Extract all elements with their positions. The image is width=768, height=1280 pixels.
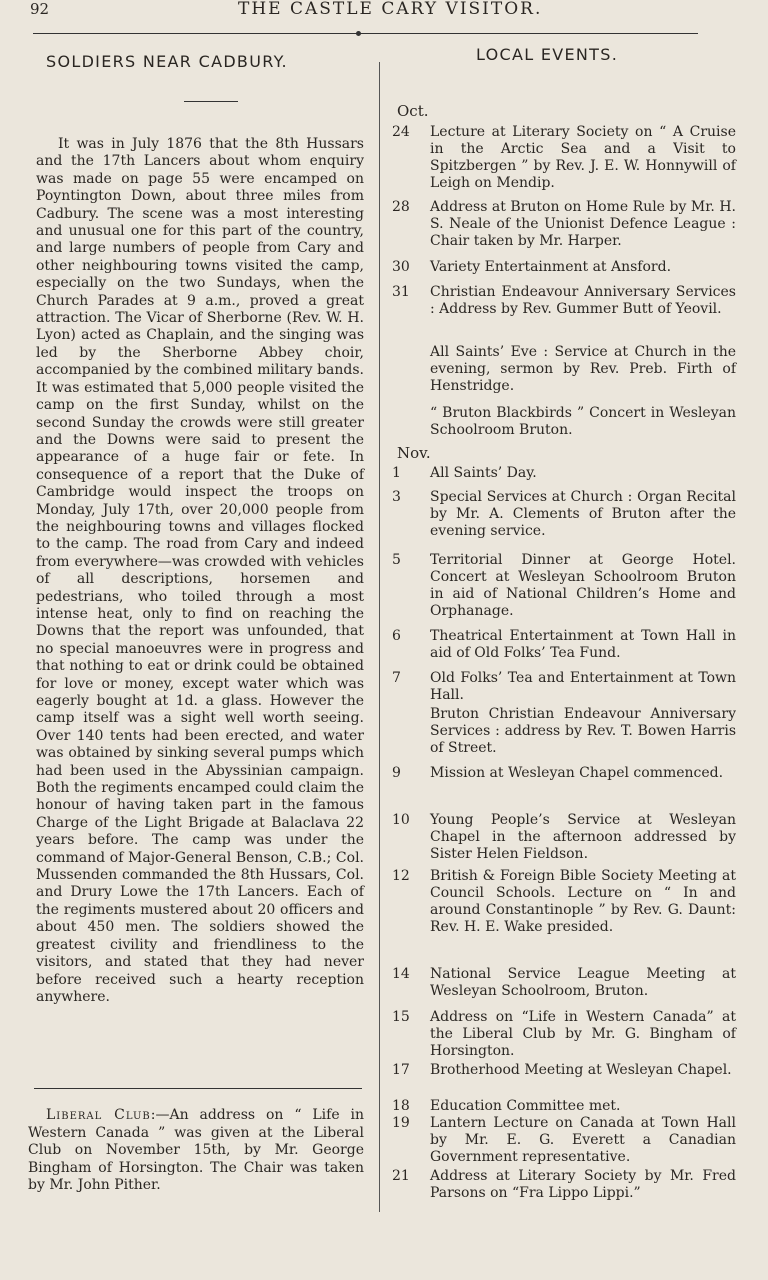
event-item <box>390 465 736 482</box>
event-text: Theatrical Entertainment at Town Hall in aid of Old Folks’ Tea Fund. <box>430 628 736 661</box>
page-number: 92 <box>30 0 50 18</box>
event-text: All Saints’ Eve : Service at Church in the evening, sermon by Rev. Preb. Firth of Henstridge. <box>430 344 736 394</box>
event-text: Christian Endeavour Anniversary Services : Address by Rev. Gummer Butt of Yeovil. <box>430 284 736 317</box>
event-item <box>390 628 736 662</box>
event-item <box>390 1009 736 1060</box>
event-date: 3 <box>392 489 401 505</box>
event-item <box>390 812 736 863</box>
event-date: 7 <box>392 670 401 686</box>
event-date: 14 <box>392 966 410 982</box>
event-item <box>390 670 736 704</box>
article-heading: SOLDIERS NEAR CADBURY. <box>46 52 288 71</box>
event-item <box>390 1062 736 1079</box>
event-date: 17 <box>392 1062 410 1078</box>
event-item <box>390 259 736 276</box>
running-title: THE CASTLE CARY VISITOR. <box>238 0 543 19</box>
event-text: Special Services at Church : Organ Recital by Mr. A. Clements of Bruton after the evening service. <box>430 489 736 539</box>
event-item <box>390 966 736 1000</box>
event-item <box>390 284 736 318</box>
event-date: 21 <box>392 1168 410 1184</box>
event-text: Address at Bruton on Home Rule by Mr. H. S. Neale of the Unionist Defence League : Chair taken by Mr. Harper. <box>430 199 736 249</box>
event-date: 12 <box>392 868 410 884</box>
event-text: Variety Entertainment at Ansford. <box>430 259 672 275</box>
column-divider <box>379 62 380 1212</box>
event-item <box>390 868 736 936</box>
event-item <box>390 1115 736 1166</box>
section-rule <box>34 1088 362 1089</box>
event-item <box>390 706 736 757</box>
event-text: Mission at Wesleyan Chapel commenced. <box>430 765 724 781</box>
event-item <box>390 1168 736 1202</box>
event-item <box>390 405 736 439</box>
event-item <box>390 124 736 192</box>
event-text: Old Folks’ Tea and Entertainment at Town Hall. <box>430 670 736 703</box>
event-text: Address at Literary Society by Mr. Fred Parsons on “Fra Lippo Lippi.” <box>430 1168 736 1201</box>
event-text: National Service League Meeting at Wesleyan Schoolroom, Bruton. <box>430 966 736 999</box>
event-date: 5 <box>392 552 401 568</box>
liberal-club-note <box>28 1107 364 1195</box>
header-rule-ornament <box>356 31 361 36</box>
event-text: All Saints’ Day. <box>430 465 537 481</box>
event-item <box>390 199 736 250</box>
event-item <box>390 344 736 395</box>
event-item <box>390 552 736 620</box>
liberal-club-text: :—An address on “ Life in Western Canada ” was given at the Liberal Club on November 15th, by Mr. George Bingham of Horsington. The Chair was taken by Mr. John Pither. <box>28 1107 364 1193</box>
event-date: 15 <box>392 1009 410 1025</box>
event-date: 9 <box>392 765 401 781</box>
event-date: 1 <box>392 465 401 481</box>
event-text: Territorial Dinner at George Hotel. Concert at Wesleyan Schoolroom Bruton in aid of National Children’s Home and Orphanage. <box>430 552 736 619</box>
event-item <box>390 1098 736 1115</box>
event-date: 18 <box>392 1098 410 1114</box>
month-nov: Nov. <box>397 444 431 462</box>
event-item <box>390 489 736 540</box>
article-body: It was in July 1876 that the 8th Hussars and the 17th Lancers about whom enquiry was made on page 55 were encamped on Poyntington Down, about three miles from Cadbury. The scene was a most interesting and unusual one for this part of the country, and large numbers of people from Cary and other neighbouring towns visited the camp, especially on the two Sundays, when the Church Parades at 9 a.m., proved a great attraction. The Vicar of Sherborne (Rev. W. H. Lyon) acted as Chaplain, and the singing was led by the Sherborne Abbey choir, accompanied by the combined military bands. It was estimated that 5,000 people visited the camp on the first Sunday, whilst on the second Sunday the crowds were still greater and the Downs were said to present the appearance of a huge fair or fete. In consequence of a report that the Duke of Cambridge would inspect the troops on Monday, July 17th, over 20,000 people from the neighbouring towns and villages flocked to the camp. The road from Cary and indeed from everywhere—was crowded with vehicles of all descriptions, horsemen and pedestrians, who toiled through a most intense heat, only to find on reaching the Downs that the report was unfounded, that no special manoeuvres were in progress and that nothing to eat or drink could be obtained for love or money, except water which was eagerly bought at 1d. a glass. However the camp itself was a sight well worth seeing. Over 140 tents had been erected, and water was obtained by sinking several pumps which had been used in the Abyssinian campaign. Both the regiments encamped could claim the honour of having taken part in the famous Charge of the Light Brigade at Balaclava 22 years before. The camp was under the command of Major-General Benson, C.B.; Col. Mussenden commanded the 8th Hussars, Col. and Drury Lowe the 17th Lancers. Each of the regiments mustered about 20 officers and about 450 men. The soldiers showed the greatest civility and friendliness to the visitors, and stated that they had never before received such a hearty reception anywhere. <box>36 136 364 1005</box>
page-header <box>0 0 768 20</box>
event-date: 10 <box>392 812 410 828</box>
event-text: Address on “Life in Western Canada” at the Liberal Club by Mr. G. Bingham of Horsington. <box>430 1009 736 1059</box>
event-text: British & Foreign Bible Society Meeting at Council Schools. Lecture on “ In and around Constantinople ” by Rev. G. Daunt: Rev. H. E. Wake presided. <box>430 868 736 935</box>
header-rule <box>33 33 698 34</box>
event-date: 6 <box>392 628 401 644</box>
events-heading: LOCAL EVENTS. <box>476 45 619 64</box>
event-text: Education Committee met. <box>430 1098 621 1114</box>
event-date: 30 <box>392 259 410 275</box>
heading-rule <box>184 101 238 102</box>
event-date: 28 <box>392 199 410 215</box>
event-text: Young People’s Service at Wesleyan Chapel in the afternoon addressed by Sister Helen Fieldson. <box>430 812 736 862</box>
event-text: Brotherhood Meeting at Wesleyan Chapel. <box>430 1062 732 1078</box>
event-date: 19 <box>392 1115 410 1131</box>
liberal-club-label: Liberal Club <box>46 1107 151 1123</box>
event-date: 24 <box>392 124 410 140</box>
event-text: Lecture at Literary Society on “ A Cruise in the Arctic Sea and a Visit to Spitzbergen ” by Rev. J. E. W. Honnywill of Leigh on Mendip. <box>430 124 736 191</box>
event-date: 31 <box>392 284 410 300</box>
event-text: “ Bruton Blackbirds ” Concert in Wesleyan Schoolroom Bruton. <box>430 405 736 438</box>
event-text: Lantern Lecture on Canada at Town Hall by Mr. E. G. Everett a Canadian Government representative. <box>430 1115 736 1165</box>
event-text: Bruton Christian Endeavour Anniversary Services : address by Rev. T. Bowen Harris of Street. <box>430 706 736 756</box>
month-oct: Oct. <box>397 102 429 120</box>
event-item <box>390 765 736 782</box>
